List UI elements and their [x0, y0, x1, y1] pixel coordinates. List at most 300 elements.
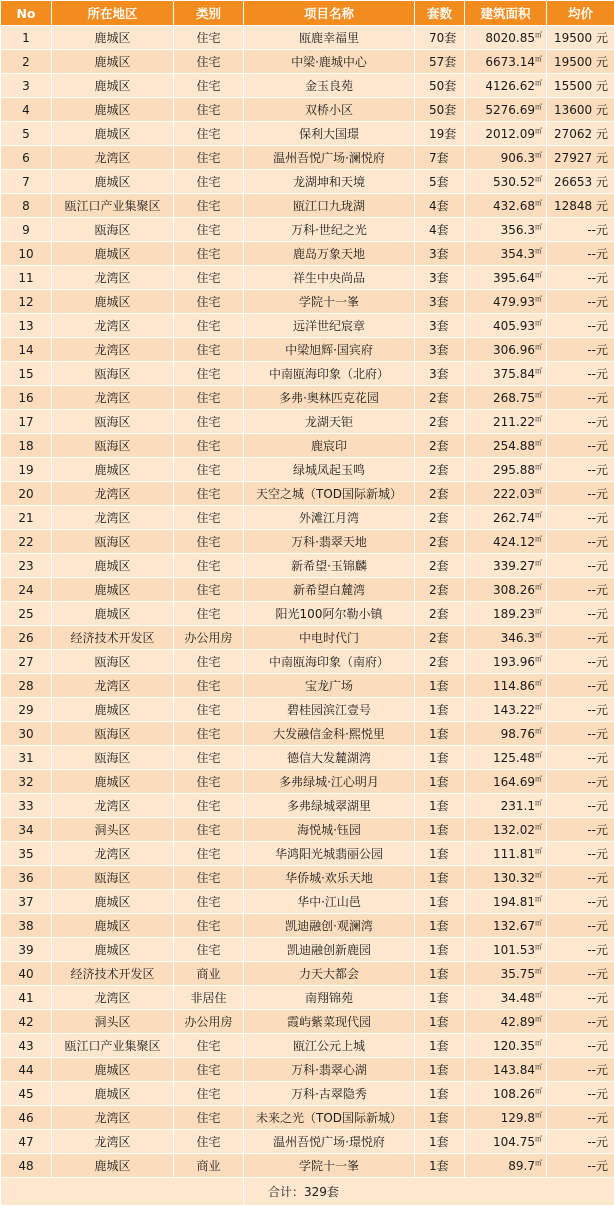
- cell-price: [547, 986, 614, 1010]
- cell-price-text: 26653 元: [554, 175, 608, 189]
- cell-project: [244, 1154, 415, 1178]
- table-row: [1, 602, 614, 626]
- cell-area: [465, 290, 547, 314]
- cell-price: [547, 1106, 614, 1130]
- cell-type: [174, 482, 244, 506]
- cell-project-text: 祥生中央尚品: [293, 271, 365, 285]
- cell-area-text: 129.8: [501, 1111, 535, 1125]
- table-row: [1, 770, 614, 794]
- cell-type: [174, 1034, 244, 1058]
- cell-project-text: 华鸿阳光城翡丽公园: [275, 847, 383, 861]
- cell-district: [52, 674, 174, 698]
- cell-price: [547, 626, 614, 650]
- cell-no: [1, 170, 52, 194]
- table-row: [1, 50, 614, 74]
- cell-type-text: 住宅: [196, 391, 220, 405]
- cell-price-text: --元: [587, 823, 608, 837]
- cell-project: [244, 122, 415, 146]
- cell-price-text: --元: [587, 439, 608, 453]
- cell-price-text: --元: [587, 847, 608, 861]
- cell-district: [52, 314, 174, 338]
- cell-no-text: 1: [22, 31, 30, 45]
- cell-project-text: 力天大都会: [299, 967, 359, 981]
- cell-price-text: --元: [587, 1087, 608, 1101]
- cell-sets-text: 57套: [429, 55, 456, 69]
- cell-no-text: 38: [18, 919, 33, 933]
- cell-project-text: 多弗绿城翠湖里: [287, 799, 371, 813]
- cell-sets-text: 1套: [429, 1039, 449, 1053]
- cell-sets-text: 2套: [429, 559, 449, 573]
- cell-district: [52, 242, 174, 266]
- cell-price: [547, 578, 614, 602]
- cell-no-text: 10: [18, 247, 33, 261]
- cell-no-text: 39: [18, 943, 33, 957]
- table-row: [1, 1034, 614, 1058]
- cell-no-text: 3: [22, 79, 30, 93]
- cell-no: [1, 74, 52, 98]
- table-row: [1, 698, 614, 722]
- cell-area: [465, 554, 547, 578]
- cell-area-text: 354.3: [501, 247, 535, 261]
- cell-sets: [415, 1034, 465, 1058]
- cell-sets-text: 1套: [429, 1015, 449, 1029]
- cell-price-text: --元: [587, 1159, 608, 1173]
- cell-area-text: 193.96: [493, 655, 535, 669]
- area-unit: ㎡: [535, 1087, 542, 1095]
- cell-project: [244, 554, 415, 578]
- cell-sets: [415, 266, 465, 290]
- cell-no-text: 5: [22, 127, 30, 141]
- area-unit: ㎡: [535, 343, 542, 351]
- cell-district: [52, 482, 174, 506]
- table-row: [1, 578, 614, 602]
- cell-sets: [415, 986, 465, 1010]
- cell-area: [465, 770, 547, 794]
- cell-type: [174, 1010, 244, 1034]
- cell-area-text: 189.23: [493, 607, 535, 621]
- cell-type: [174, 698, 244, 722]
- area-unit: ㎡: [535, 1159, 542, 1167]
- cell-district: [52, 1010, 174, 1034]
- cell-sets: [415, 26, 465, 50]
- cell-area-text: 6673.14: [485, 55, 535, 69]
- cell-area: [465, 986, 547, 1010]
- area-unit: ㎡: [535, 1063, 542, 1071]
- cell-project-text: 德信大发麓湖湾: [287, 751, 371, 765]
- cell-area-text: 424.12: [493, 535, 535, 549]
- cell-type-text: 非居住: [190, 991, 226, 1005]
- cell-no-text: 16: [18, 391, 33, 405]
- cell-type-text: 住宅: [196, 439, 220, 453]
- cell-no: [1, 434, 52, 458]
- cell-price-text: --元: [587, 223, 608, 237]
- area-unit: ㎡: [535, 511, 542, 519]
- cell-project-text: 万科·翡翠天地: [291, 535, 367, 549]
- cell-sets-text: 2套: [429, 415, 449, 429]
- cell-project: [244, 50, 415, 74]
- cell-price-text: --元: [587, 271, 608, 285]
- cell-type: [174, 1106, 244, 1130]
- cell-district-text: 鹿城区: [94, 175, 130, 189]
- cell-type: [174, 290, 244, 314]
- table-total-row: [1, 1178, 614, 1206]
- cell-area-text: 295.88: [493, 463, 535, 477]
- cell-sets-text: 3套: [429, 367, 449, 381]
- cell-price-text: 13600 元: [554, 103, 608, 117]
- cell-no-text: 40: [18, 967, 33, 981]
- area-unit: ㎡: [535, 151, 542, 159]
- cell-type: [174, 650, 244, 674]
- table-row: [1, 74, 614, 98]
- cell-area: [465, 962, 547, 986]
- area-unit: ㎡: [535, 463, 542, 471]
- cell-no: [1, 266, 52, 290]
- cell-type-text: 住宅: [196, 103, 220, 117]
- cell-sets: [415, 554, 465, 578]
- area-unit: ㎡: [535, 679, 542, 687]
- cell-area-text: 254.88: [493, 439, 535, 453]
- cell-project-text: 学院十一峯: [299, 1159, 359, 1173]
- cell-area: [465, 890, 547, 914]
- cell-project: [244, 242, 415, 266]
- cell-type-text: 住宅: [196, 199, 220, 213]
- cell-sets-text: 1套: [429, 895, 449, 909]
- cell-type: [174, 74, 244, 98]
- cell-area: [465, 818, 547, 842]
- cell-area: [465, 1058, 547, 1082]
- cell-type: [174, 50, 244, 74]
- cell-district-text: 瓯江口产业集聚区: [64, 199, 160, 213]
- cell-area: [465, 266, 547, 290]
- cell-no: [1, 530, 52, 554]
- cell-sets: [415, 578, 465, 602]
- cell-district-text: 经济技术开发区: [70, 631, 154, 645]
- cell-sets-text: 50套: [429, 103, 456, 117]
- cell-project: [244, 410, 415, 434]
- cell-area-text: 432.68: [493, 199, 535, 213]
- cell-district-text: 龙湾区: [94, 271, 130, 285]
- cell-area-text: 306.96: [493, 343, 535, 357]
- cell-no: [1, 770, 52, 794]
- cell-no-text: 31: [18, 751, 33, 765]
- cell-project: [244, 1010, 415, 1034]
- cell-project-text: 大发融信金科·熙悦里: [273, 727, 385, 741]
- cell-price-text: --元: [587, 895, 608, 909]
- cell-area-text: 101.53: [493, 943, 535, 957]
- cell-area: [465, 1010, 547, 1034]
- cell-sets: [415, 122, 465, 146]
- cell-district: [52, 290, 174, 314]
- cell-sets-text: 1套: [429, 943, 449, 957]
- cell-no: [1, 410, 52, 434]
- area-unit: ㎡: [535, 1015, 542, 1023]
- cell-no: [1, 938, 52, 962]
- cell-price-text: 15500 元: [554, 79, 608, 93]
- cell-type-text: 住宅: [196, 703, 220, 717]
- cell-district-text: 瓯海区: [94, 367, 130, 381]
- cell-district: [52, 818, 174, 842]
- cell-district-text: 瓯江口产业集聚区: [64, 1039, 160, 1053]
- cell-sets-text: 1套: [429, 1063, 449, 1077]
- cell-sets-text: 2套: [429, 463, 449, 477]
- cell-price-text: --元: [587, 511, 608, 525]
- cell-district: [52, 986, 174, 1010]
- cell-project-text: 新希望·玉锦麟: [291, 559, 367, 573]
- area-unit: ㎡: [535, 1135, 542, 1143]
- cell-project: [244, 794, 415, 818]
- cell-no-text: 26: [18, 631, 33, 645]
- cell-area-text: 125.48: [493, 751, 535, 765]
- cell-no-text: 4: [22, 103, 30, 117]
- cell-project: [244, 386, 415, 410]
- cell-price: [547, 530, 614, 554]
- cell-price: [547, 122, 614, 146]
- cell-no: [1, 218, 52, 242]
- area-unit: ㎡: [535, 391, 542, 399]
- cell-project: [244, 746, 415, 770]
- cell-no-text: 33: [18, 799, 33, 813]
- cell-project: [244, 362, 415, 386]
- cell-sets: [415, 218, 465, 242]
- cell-district-text: 龙湾区: [94, 847, 130, 861]
- cell-area-text: 375.84: [493, 367, 535, 381]
- table-row: [1, 338, 614, 362]
- area-unit: ㎡: [535, 703, 542, 711]
- cell-district-text: 鹿城区: [94, 775, 130, 789]
- cell-type: [174, 986, 244, 1010]
- table-row: [1, 530, 614, 554]
- cell-project: [244, 98, 415, 122]
- cell-district: [52, 1058, 174, 1082]
- cell-type-text: 住宅: [196, 919, 220, 933]
- table-row: [1, 314, 614, 338]
- area-unit: ㎡: [535, 799, 542, 807]
- area-unit: ㎡: [535, 247, 542, 255]
- cell-price: [547, 1130, 614, 1154]
- cell-price: [547, 746, 614, 770]
- cell-sets: [415, 1154, 465, 1178]
- cell-project: [244, 74, 415, 98]
- table-row: [1, 962, 614, 986]
- cell-sets-text: 1套: [429, 847, 449, 861]
- area-unit: ㎡: [535, 55, 542, 63]
- cell-district: [52, 1130, 174, 1154]
- cell-district-text: 龙湾区: [94, 1135, 130, 1149]
- area-unit: ㎡: [535, 607, 542, 615]
- cell-district: [52, 50, 174, 74]
- cell-district: [52, 578, 174, 602]
- cell-area-text: 111.81: [493, 847, 535, 861]
- cell-district: [52, 338, 174, 362]
- cell-price-text: --元: [587, 943, 608, 957]
- cell-price-text: --元: [587, 799, 608, 813]
- cell-price: [547, 1058, 614, 1082]
- cell-district: [52, 146, 174, 170]
- cell-sets-text: 3套: [429, 295, 449, 309]
- cell-price: [547, 386, 614, 410]
- cell-area: [465, 74, 547, 98]
- cell-project: [244, 698, 415, 722]
- cell-type: [174, 458, 244, 482]
- cell-sets-text: 1套: [429, 823, 449, 837]
- cell-sets-text: 1套: [429, 703, 449, 717]
- cell-type: [174, 26, 244, 50]
- cell-district-text: 鹿城区: [94, 463, 130, 477]
- cell-no-text: 6: [22, 151, 30, 165]
- cell-type-text: 住宅: [196, 607, 220, 621]
- cell-price-text: --元: [587, 775, 608, 789]
- cell-sets: [415, 146, 465, 170]
- cell-district: [52, 98, 174, 122]
- cell-type-text: 住宅: [196, 799, 220, 813]
- area-unit: ㎡: [535, 967, 542, 975]
- cell-price: [547, 650, 614, 674]
- cell-area-text: 143.84: [493, 1063, 535, 1077]
- cell-price: [547, 962, 614, 986]
- cell-no: [1, 122, 52, 146]
- table-row: [1, 98, 614, 122]
- cell-district: [52, 794, 174, 818]
- cell-no-text: 13: [18, 319, 33, 333]
- cell-area-text: 479.93: [493, 295, 535, 309]
- cell-project-text: 华中·江山邑: [297, 895, 361, 909]
- cell-district-text: 瓯海区: [94, 223, 130, 237]
- cell-area-text: 262.74: [493, 511, 535, 525]
- cell-district-text: 鹿城区: [94, 895, 130, 909]
- cell-price: [547, 818, 614, 842]
- cell-price-text: --元: [587, 415, 608, 429]
- cell-area-text: 8020.85: [485, 31, 535, 45]
- cell-no: [1, 458, 52, 482]
- cell-area-text: 530.52: [493, 175, 535, 189]
- cell-project-text: 鹿宸印: [311, 439, 347, 453]
- cell-project-text: 碧桂园滨江壹号: [287, 703, 371, 717]
- cell-price-text: --元: [587, 583, 608, 597]
- area-unit: ㎡: [535, 199, 542, 207]
- cell-no: [1, 146, 52, 170]
- table-row: [1, 506, 614, 530]
- cell-no-text: 47: [18, 1135, 33, 1149]
- area-unit: ㎡: [535, 535, 542, 543]
- cell-type-text: 住宅: [196, 295, 220, 309]
- cell-type: [174, 1154, 244, 1178]
- table-row: [1, 1130, 614, 1154]
- cell-sets: [415, 506, 465, 530]
- table-row: [1, 938, 614, 962]
- cell-project-text: 南翔锦苑: [305, 991, 353, 1005]
- cell-sets: [415, 410, 465, 434]
- cell-no: [1, 914, 52, 938]
- cell-type-text: 住宅: [196, 823, 220, 837]
- cell-sets-text: 1套: [429, 751, 449, 765]
- cell-sets: [415, 290, 465, 314]
- cell-district: [52, 650, 174, 674]
- cell-area: [465, 1034, 547, 1058]
- cell-area-text: 906.3: [501, 151, 535, 165]
- cell-price: [547, 290, 614, 314]
- cell-no-text: 22: [18, 535, 33, 549]
- cell-project: [244, 914, 415, 938]
- cell-sets: [415, 1058, 465, 1082]
- cell-district-text: 鹿城区: [94, 703, 130, 717]
- cell-sets: [415, 74, 465, 98]
- cell-price: [547, 722, 614, 746]
- cell-project: [244, 458, 415, 482]
- cell-project-text: 远洋世纪宸章: [293, 319, 365, 333]
- cell-district: [52, 1154, 174, 1178]
- cell-type-text: 住宅: [196, 1039, 220, 1053]
- cell-district-text: 鹿城区: [94, 1087, 130, 1101]
- table-header-row: [1, 1, 614, 26]
- cell-sets: [415, 914, 465, 938]
- cell-price-text: --元: [587, 871, 608, 885]
- cell-price: [547, 218, 614, 242]
- cell-area: [465, 794, 547, 818]
- table-row: [1, 890, 614, 914]
- cell-type-text: 住宅: [196, 31, 220, 45]
- cell-price: [547, 770, 614, 794]
- cell-district: [52, 842, 174, 866]
- cell-type-text: 住宅: [196, 223, 220, 237]
- area-unit: ㎡: [535, 583, 542, 591]
- cell-no-text: 30: [18, 727, 33, 741]
- cell-area: [465, 578, 547, 602]
- cell-district-text: 鹿城区: [94, 127, 130, 141]
- cell-sets: [415, 962, 465, 986]
- cell-project-text: 凯迪融创·观澜湾: [285, 919, 373, 933]
- cell-sets: [415, 50, 465, 74]
- cell-no: [1, 314, 52, 338]
- cell-type: [174, 218, 244, 242]
- cell-project: [244, 1082, 415, 1106]
- cell-project-text: 学院十一峯: [299, 295, 359, 309]
- cell-price-text: --元: [587, 487, 608, 501]
- cell-project: [244, 26, 415, 50]
- cell-type-text: 住宅: [196, 583, 220, 597]
- cell-no: [1, 506, 52, 530]
- cell-sets: [415, 938, 465, 962]
- cell-type: [174, 722, 244, 746]
- area-unit: ㎡: [535, 823, 542, 831]
- cell-area-text: 356.3: [501, 223, 535, 237]
- cell-type: [174, 1058, 244, 1082]
- cell-area: [465, 410, 547, 434]
- cell-type: [174, 146, 244, 170]
- cell-project: [244, 530, 415, 554]
- total-label: 合计：329套: [244, 1178, 614, 1206]
- cell-project-text: 新希望白麓湾: [293, 583, 365, 597]
- table-row: [1, 242, 614, 266]
- cell-no: [1, 1034, 52, 1058]
- cell-price-text: 27062 元: [554, 127, 608, 141]
- cell-district-text: 瓯海区: [94, 439, 130, 453]
- table-row: [1, 650, 614, 674]
- cell-no-text: 28: [18, 679, 33, 693]
- cell-no-text: 8: [22, 199, 30, 213]
- cell-price: [547, 506, 614, 530]
- cell-area-text: 104.75: [493, 1135, 535, 1149]
- cell-sets-text: 2套: [429, 391, 449, 405]
- cell-project: [244, 218, 415, 242]
- cell-no-text: 37: [18, 895, 33, 909]
- area-unit: ㎡: [535, 79, 542, 87]
- cell-area: [465, 698, 547, 722]
- cell-area: [465, 914, 547, 938]
- cell-project-text: 中梁·鹿城中心: [291, 55, 367, 69]
- area-unit: ㎡: [535, 415, 542, 423]
- cell-price-text: --元: [587, 967, 608, 981]
- area-unit: ㎡: [535, 655, 542, 663]
